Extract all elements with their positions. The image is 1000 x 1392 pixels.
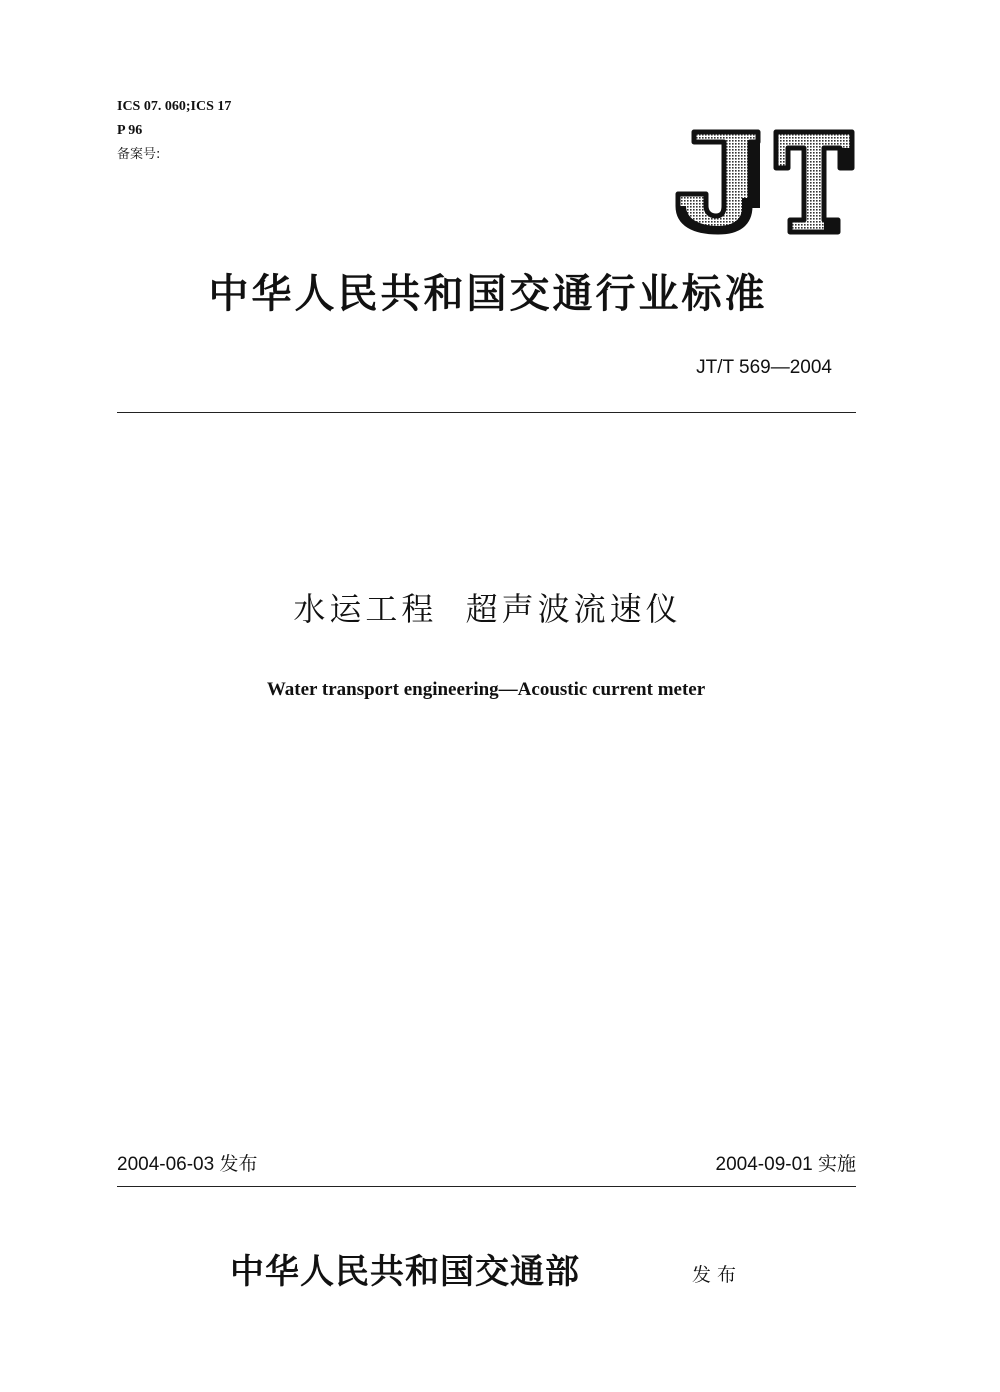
issuing-authority: 中华人民共和国交通部 bbox=[230, 1252, 580, 1292]
jt-logo-icon bbox=[672, 128, 856, 236]
bottom-divider bbox=[117, 1186, 856, 1187]
document-title-chinese: 水运工程 超声波流速仪 bbox=[293, 590, 682, 628]
top-divider bbox=[117, 412, 856, 413]
standard-category-title: 中华人民共和国交通行业标准 bbox=[208, 270, 768, 317]
issue-date: 2004-06-03 发布 bbox=[117, 1154, 258, 1175]
standard-code: JT/T 569—2004 bbox=[696, 357, 832, 378]
record-number-label: 备案号: bbox=[117, 147, 161, 162]
implementation-date: 2004-09-01 实施 bbox=[715, 1154, 856, 1175]
document-title-english: Water transport engineering—Acoustic current meter bbox=[266, 679, 706, 700]
classification-code: P 96 bbox=[117, 123, 143, 138]
issued-label: 发布 bbox=[692, 1264, 743, 1286]
ics-code: ICS 07. 060;ICS 17 bbox=[117, 99, 232, 114]
